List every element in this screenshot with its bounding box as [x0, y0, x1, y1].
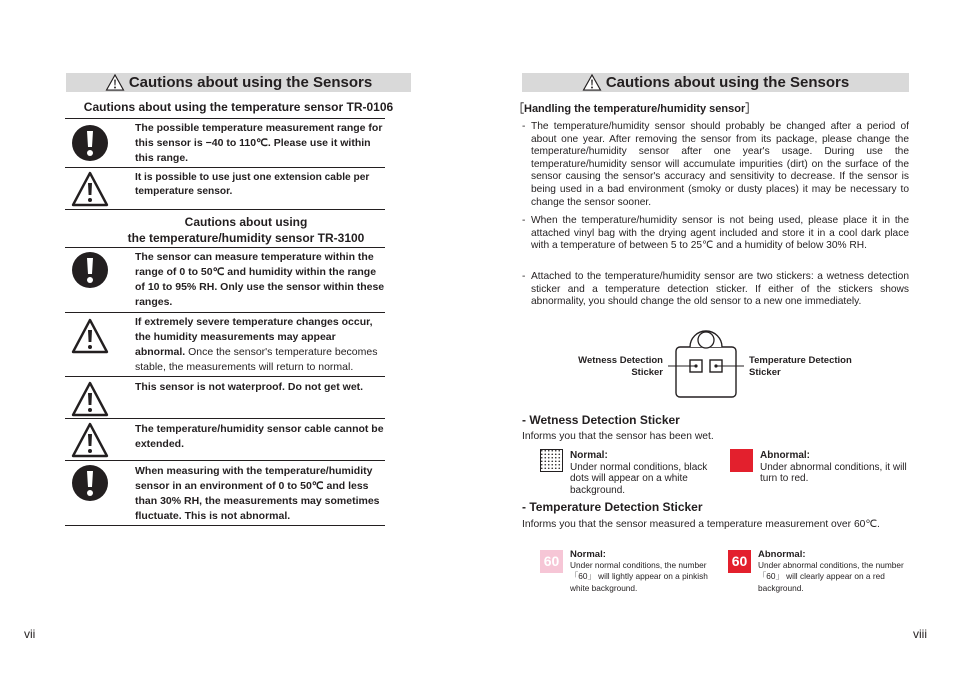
temperature-section-heading: - Temperature Detection Sticker	[522, 500, 703, 514]
caution-text-bold: If extremely severe temperature changes occur, the humidity measurements may appear abnormal.	[135, 316, 373, 358]
temperature-abnormal-block	[758, 549, 908, 594]
caution-row	[65, 248, 385, 313]
caution-row	[65, 377, 385, 419]
handling-paragraph	[522, 215, 909, 253]
handling-heading: ［Handling the temperature/humidity sensor］	[513, 103, 757, 115]
sensor-diagram	[668, 327, 744, 399]
dotted-sticker-icon	[540, 449, 563, 472]
warning-triangle-icon	[71, 170, 109, 208]
caution-text: This sensor is not waterproof. Do not get wet.	[135, 381, 364, 393]
abnormal-title: Abnormal:	[760, 450, 810, 461]
paragraph-text: When the temperature/humidity sensor is not being used, please place it in the attached vinyl bag with the drying agent included and store it in a cool dark place with a temperature of between 5 to 25℃ and a humidity of below 30% RH.	[531, 215, 909, 252]
wetness-heading-text: Wetness Detection Sticker	[529, 413, 680, 427]
right-page-title: Cautions about using the Sensors	[605, 74, 850, 91]
normal-title: Normal:	[570, 549, 606, 560]
temperature-label-line1: Temperature Detection	[749, 355, 852, 366]
temperature-sticker-label	[749, 355, 852, 379]
tr3100-heading-line1: Cautions about using	[184, 215, 308, 229]
caution-text: The temperature/humidity sensor cable cannot be extended.	[135, 423, 384, 450]
paragraph-text: Attached to the temperature/humidity sensor are two stickers: a wetness detection sticker and a temperature detection sticker. If either of the stickers shows abnormality, you should change the old sensor to a new one immediately.	[531, 271, 909, 308]
exclamation-circle-icon	[71, 464, 109, 502]
tr3100-heading-line2: the temperature/humidity sensor TR-3100	[127, 231, 365, 245]
tr3100-heading	[86, 214, 406, 246]
bullet-dash: -	[522, 121, 526, 132]
normal-title: Normal:	[570, 450, 608, 461]
normal-text: Under normal conditions, black dots will appear on a white background.	[570, 461, 708, 496]
exclamation-circle-icon	[71, 251, 109, 289]
warning-triangle-icon	[71, 317, 109, 355]
page-number-right: viii	[913, 627, 927, 641]
caution-text: It is possible to use just one extension cable per temperature sensor.	[135, 172, 370, 197]
warning-triangle-icon	[71, 380, 109, 418]
temperature-normal-block	[570, 549, 720, 594]
wetness-section-heading: - Wetness Detection Sticker	[522, 413, 680, 427]
abnormal-text: Under abnormal conditions, the number 「60」 will clearly appear on a red background.	[758, 560, 904, 593]
warning-icon	[582, 74, 602, 91]
exclamation-circle-icon	[71, 124, 109, 162]
abnormal-text: Under abnormal conditions, it will turn to red.	[760, 461, 907, 484]
page-number-left: vii	[24, 627, 36, 641]
bullet-dash: -	[522, 215, 526, 226]
red-60-sticker: 60	[728, 550, 751, 573]
left-title-bar	[66, 73, 411, 92]
temperature-label-line2: Sticker	[749, 367, 781, 378]
wetness-label-line2: Sticker	[631, 367, 663, 378]
bullet-dash: -	[522, 271, 526, 282]
handling-paragraph	[522, 271, 909, 309]
wetness-sticker-label	[563, 355, 663, 379]
caution-text: When measuring with the temperature/humidity sensor in an environment of 0 to 50℃ and less than 30% RH, the measurements may sometimes fluctuate. This is not abnormal.	[135, 465, 380, 522]
left-page-title: Cautions about using the Sensors	[128, 74, 373, 91]
caution-row	[65, 419, 385, 461]
wetness-description: Informs you that the sensor has been wet.	[522, 431, 714, 442]
pink-60-sticker: 60	[540, 550, 563, 573]
tr0106-heading: Cautions about using the temperature sensor TR-0106	[83, 100, 394, 114]
caution-row	[65, 313, 385, 377]
handling-paragraph	[522, 121, 909, 209]
right-title-bar	[522, 73, 909, 92]
caution-text: The possible temperature measurement range for this sensor is −40 to 110℃. Please use it within this range.	[135, 122, 383, 164]
paragraph-text: The temperature/humidity sensor should probably be changed after a period of about one year. After removing the sensor from its package, please change the temperature/humidity sensor after one year's usage. During use the temperature/humidity sensor will accumulate impurities (dirt) on the surface of the sensor causing the sensor's accuracy and sensitivity to decrease. If the sensor is being used in a bad environment (smoky or dusty places) it may be necessary to change the sensor sooner.	[531, 121, 909, 208]
abnormal-title: Abnormal:	[758, 549, 806, 560]
temperature-heading-text: Temperature Detection Sticker	[529, 500, 703, 514]
caution-row	[65, 461, 385, 526]
caution-row	[65, 168, 385, 210]
caution-text-plain: Once the sensor's temperature becomes stable, the measurements will return to normal.	[135, 346, 378, 373]
wetness-label-line1: Wetness Detection	[578, 355, 663, 366]
warning-icon	[105, 74, 125, 91]
red-sticker-icon	[730, 449, 753, 472]
warning-triangle-icon	[71, 421, 109, 459]
temperature-description: Informs you that the sensor measured a temperature measurement over 60℃.	[522, 519, 880, 530]
caution-row	[65, 119, 385, 168]
wetness-normal-block	[570, 450, 720, 496]
caution-text: The sensor can measure temperature within the range of 0 to 50℃ and humidity within the range of 10 to 95% RH. Only use the sensor within these ranges.	[135, 251, 385, 308]
normal-text: Under normal conditions, the number 「60」 will lightly appear on a pinkish white background.	[570, 560, 708, 593]
wetness-abnormal-block	[760, 450, 910, 485]
